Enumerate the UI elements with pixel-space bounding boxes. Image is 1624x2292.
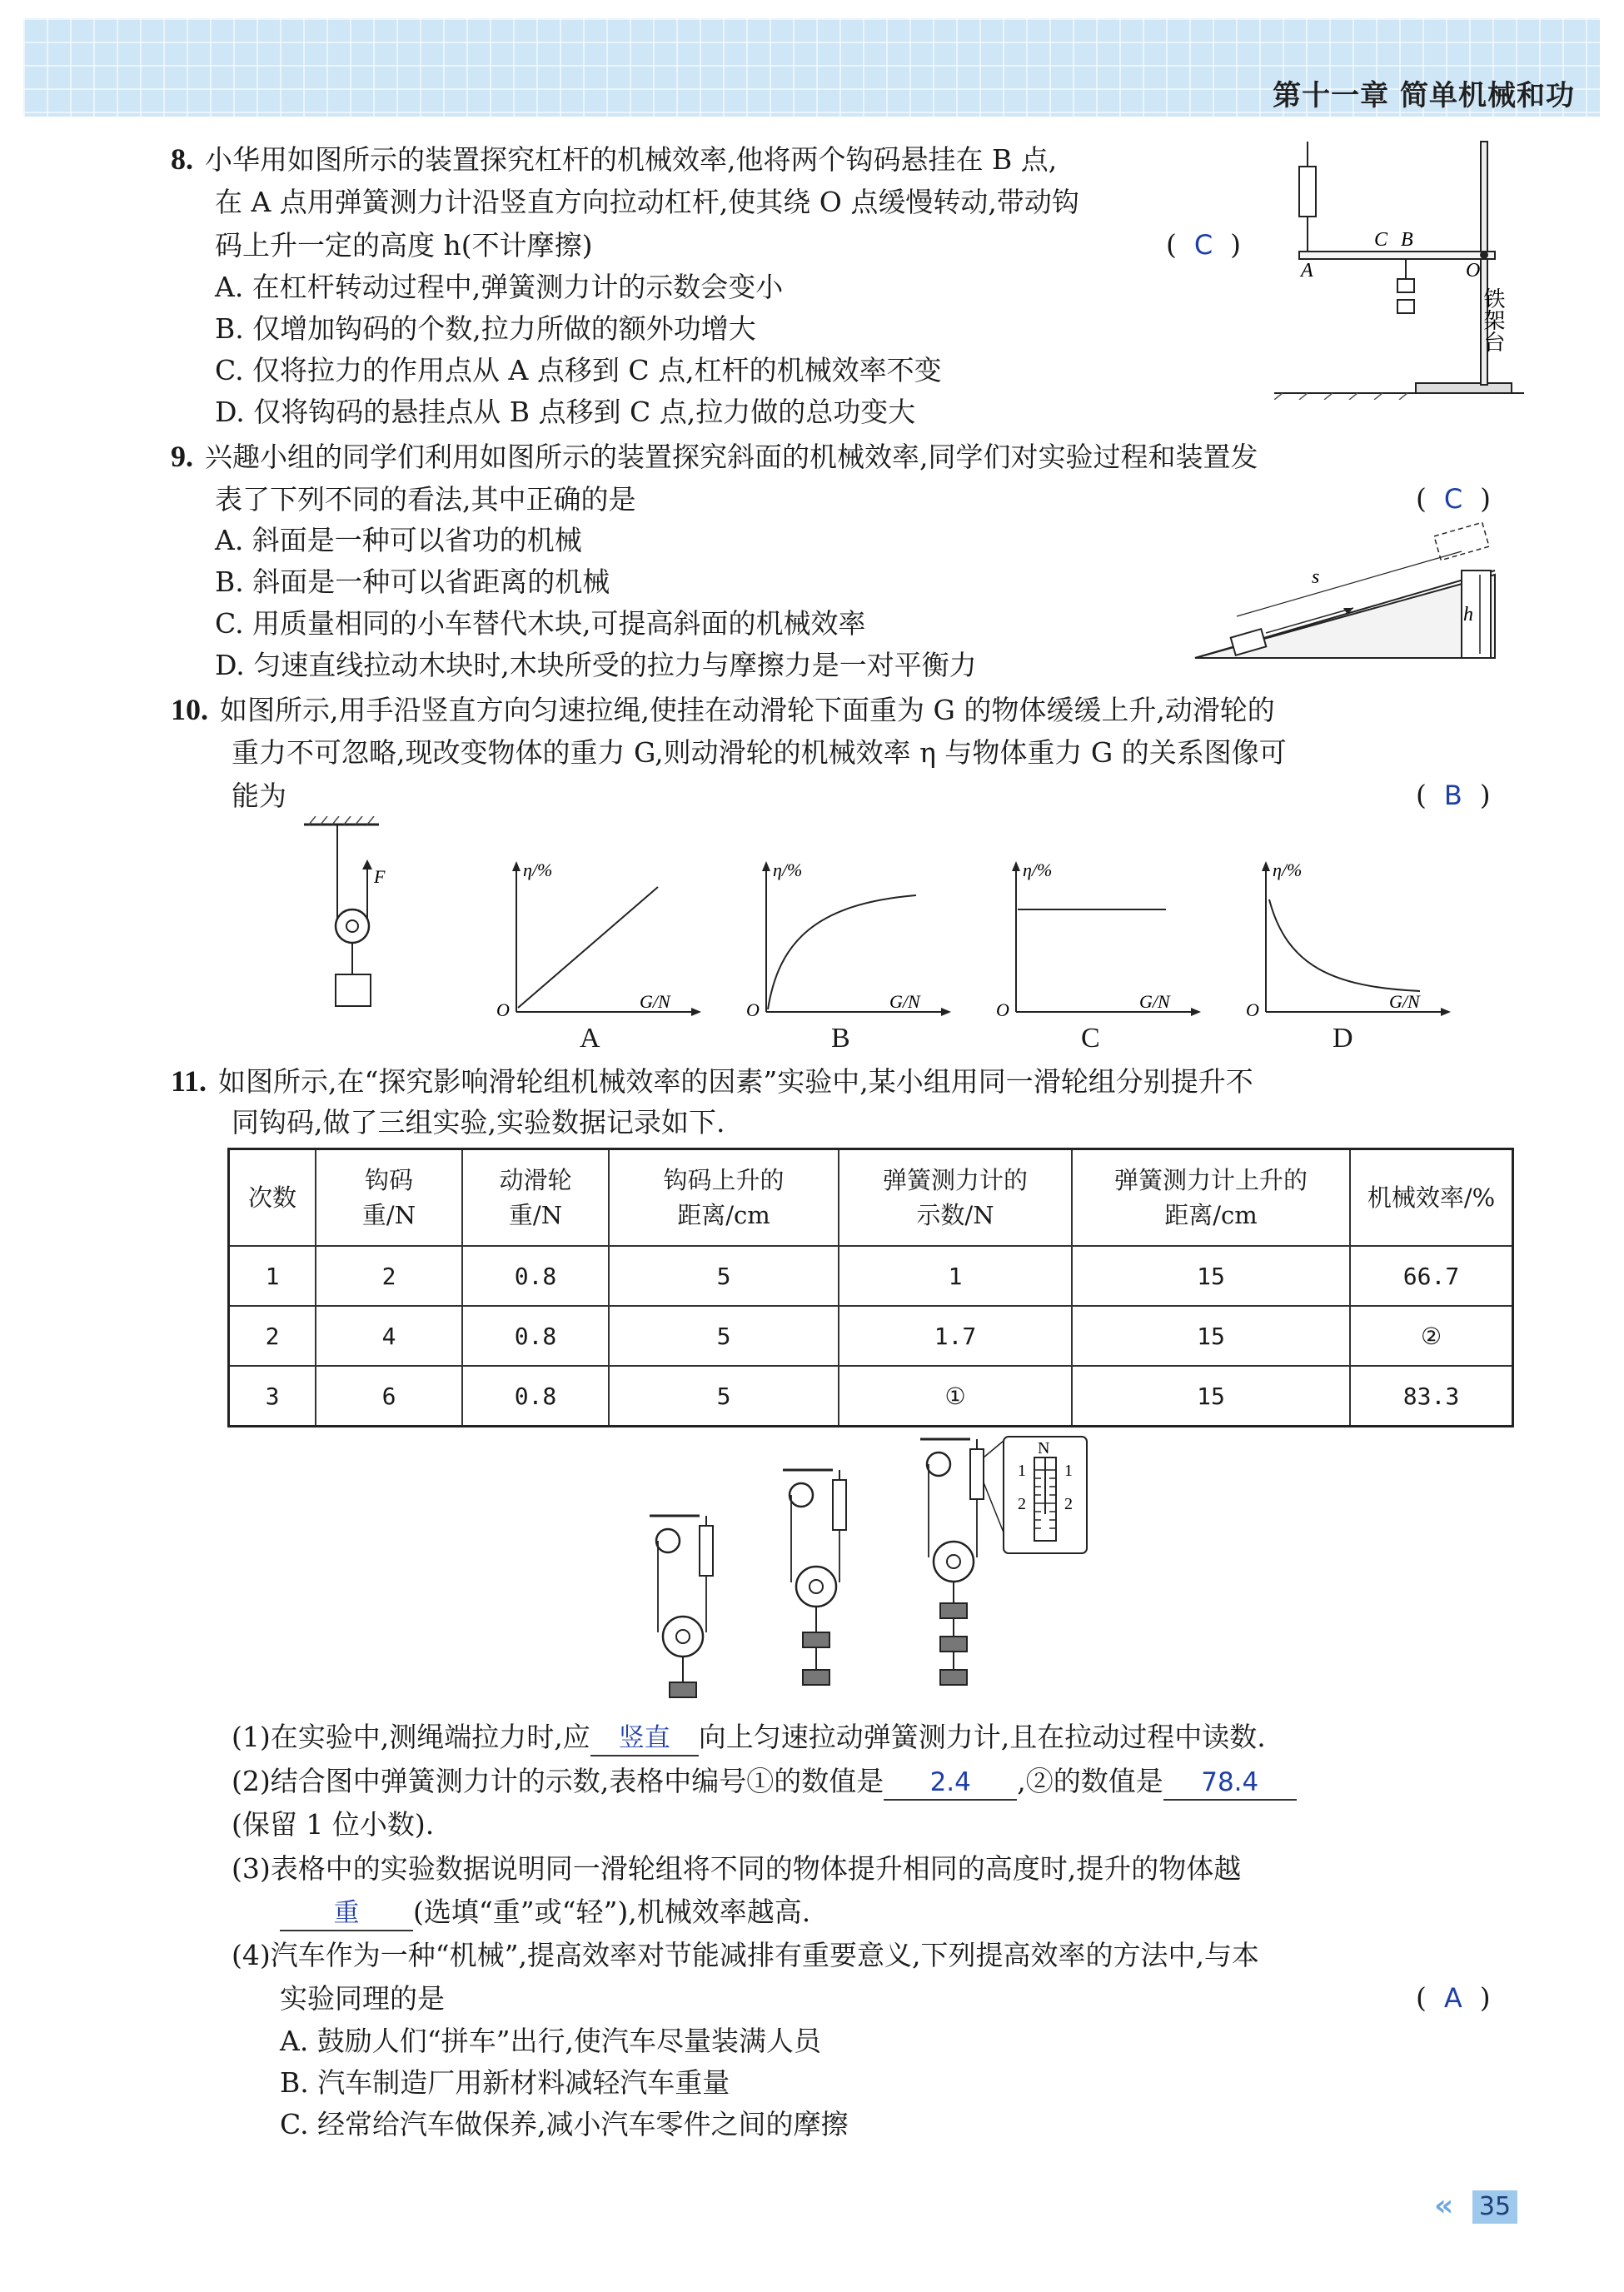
q9-option-b: B. 斜面是一种可以省距离的机械 <box>215 566 610 598</box>
table-cell: 83.3 <box>1350 1366 1513 1427</box>
page-arrows-icon: « <box>1434 2189 1454 2223</box>
q10-graph-c-ylabel: η/% <box>1023 860 1053 880</box>
q11-line1 <box>171 1059 1253 1104</box>
q8-answer-paren: ( C ) <box>1166 228 1242 261</box>
table-cell: 5 <box>609 1366 839 1427</box>
table-cell: 2 <box>229 1306 316 1366</box>
q8-number: 8. <box>171 142 193 176</box>
q10-graph-a <box>491 858 708 1020</box>
q11-sub4-option-a: A. 鼓励人们“拼车”出行,使汽车尽量装满人员 <box>280 2025 822 2057</box>
q10-graph-c <box>991 858 1208 1020</box>
q9-line1 <box>171 435 1258 479</box>
q11-line2: 同钩码,做了三组实验,实验数据记录如下. <box>232 1106 725 1139</box>
q10-graph-b-label: B <box>831 1023 850 1054</box>
table-cell: 4 <box>316 1306 462 1366</box>
q9-answer: C <box>1443 483 1463 515</box>
table-header-row <box>229 1149 1513 1247</box>
q11-pulley-figures <box>633 1432 1133 1716</box>
q11-data-table <box>227 1148 1514 1428</box>
q11-sub4-answer-paren: ( A ) <box>1416 1981 1491 2014</box>
q11-sub3-fill: 重 <box>280 1896 413 1931</box>
q10-graph-a-ylabel: η/% <box>523 860 553 880</box>
q10-answer: B <box>1443 780 1462 811</box>
q9-number: 9. <box>171 440 193 473</box>
q11-sub4-answer: A <box>1443 1982 1462 2014</box>
table-cell: 3 <box>229 1366 316 1427</box>
q11-sub2-fill2: 78.4 <box>1163 1766 1297 1801</box>
q10-line1 <box>171 688 1275 732</box>
table-cell: 0.8 <box>462 1306 609 1366</box>
q9-text1: 兴趣小组的同学们利用如图所示的装置探究斜面的机械效率,同学们对实验过程和装置发 <box>205 441 1258 473</box>
q8-option-b: B. 仅增加钩码的个数,拉力所做的额外功增大 <box>215 312 756 345</box>
table-header-cell: 钩码上升的 距离/cm <box>609 1149 839 1247</box>
q9-option-d: D. 匀速直线拉动木块时,木块所受的拉力与摩擦力是一对平衡力 <box>215 649 977 681</box>
q8-line2: 在 A 点用弹簧测力计沿竖直方向拉动杠杆,使其绕 O 点缓慢转动,带动钩 <box>215 186 1079 218</box>
table-cell: 1 <box>839 1246 1072 1306</box>
q9-label-s: s <box>1312 566 1320 588</box>
table-cell: 15 <box>1072 1246 1350 1306</box>
scale-left-2: 2 <box>1018 1495 1026 1513</box>
q8-label-b: B <box>1401 229 1413 251</box>
scale-left-1: 1 <box>1018 1462 1026 1480</box>
q9-incline-figure <box>1187 516 1503 666</box>
q11-text1: 如图所示,在“探究影响滑轮组机械效率的因素”实验中,某小组用同一滑轮组分别提升不 <box>218 1065 1253 1098</box>
q8-option-c: C. 仅将拉力的作用点从 A 点移到 C 点,杠杆的机械效率不变 <box>215 354 942 386</box>
table-cell: 15 <box>1072 1306 1350 1366</box>
q11-sub1-fill: 竖直 <box>590 1721 699 1756</box>
q10-graph-c-label: C <box>1081 1023 1100 1054</box>
q8-label-o: O <box>1466 260 1481 282</box>
q11-sub4-line1: (4)汽车作为一种“机械”,提高效率对节能减排有重要意义,下列提高效率的方法中,与本 <box>232 1939 1259 1971</box>
q8-label-c: C <box>1374 229 1388 251</box>
q11-sub2: (2)结合图中弹簧测力计的示数,表格中编号①的数值是 2.4 ,②的数值是 78.4 <box>232 1760 1297 1803</box>
scale-right-2: 2 <box>1064 1495 1073 1513</box>
q8-option-a: A. 在杠杆转动过程中,弹簧测力计的示数会变小 <box>215 271 784 303</box>
table-row <box>229 1306 1513 1366</box>
q10-line3: 能为 <box>232 780 286 812</box>
table-header-cell: 次数 <box>229 1149 316 1247</box>
q10-graph-a-origin: O <box>496 999 510 1020</box>
chapter-title: 第十一章 简单机械和功 <box>1273 79 1575 112</box>
q10-number: 10. <box>171 693 208 726</box>
q10-graph-d-origin: O <box>1246 999 1259 1020</box>
table-cell: ② <box>1350 1306 1513 1366</box>
q8-lever-figure <box>1274 133 1541 400</box>
q11-sub4-option-b: B. 汽车制造厂用新材料减轻汽车重量 <box>280 2066 730 2099</box>
table-cell: 1.7 <box>839 1306 1072 1366</box>
q8-answer: C <box>1193 229 1213 261</box>
q11-sub2-line2: (保留 1 位小数). <box>232 1808 435 1841</box>
q10-graph-b-origin: O <box>746 999 760 1020</box>
q10-graph-a-label: A <box>580 1023 600 1054</box>
table-cell: 6 <box>316 1366 462 1427</box>
q10-graph-d <box>1241 858 1457 1020</box>
table-cell: 0.8 <box>462 1246 609 1306</box>
table-cell: 15 <box>1072 1366 1350 1427</box>
q8-option-d: D. 仅将钩码的悬挂点从 B 点移到 C 点,拉力做的总功变大 <box>215 396 916 428</box>
header-band <box>23 18 1600 117</box>
q8-line1 <box>171 137 1057 182</box>
table-cell: ① <box>839 1366 1072 1427</box>
q8-label-a: A <box>1301 260 1313 282</box>
q10-line2: 重力不可忽略,现改变物体的重力 G,则动滑轮的机械效率 η 与物体重力 G 的关系图像可 <box>232 736 1287 769</box>
q10-graph-d-label: D <box>1333 1023 1353 1054</box>
q9-option-a: A. 斜面是一种可以省功的机械 <box>215 524 582 556</box>
table-cell: 0.8 <box>462 1366 609 1427</box>
spring-scale-callout <box>984 1437 1087 1553</box>
table-cell: 1 <box>229 1246 316 1306</box>
q9-line2: 表了下列不同的看法,其中正确的是 <box>215 483 636 516</box>
q9-option-c: C. 用质量相同的小车替代木块,可提高斜面的机械效率 <box>215 607 866 640</box>
table-cell: 2 <box>316 1246 462 1306</box>
q11-sub4-option-c: C. 经常给汽车做保养,减小汽车零件之间的摩擦 <box>280 2108 849 2140</box>
q10-graph-c-xlabel: G/N <box>1139 991 1170 1012</box>
pulley-setup-3 <box>920 1439 984 1685</box>
q8-label-stand: 铁架台 <box>1480 287 1505 352</box>
table-cell: 5 <box>609 1246 839 1306</box>
pulley-setup-1 <box>650 1516 713 1697</box>
table-header-cell: 机械效率/% <box>1350 1149 1513 1247</box>
table-header-cell: 弹簧测力计上升的 距离/cm <box>1072 1149 1350 1247</box>
table-cell: 5 <box>609 1306 839 1366</box>
table-cell: 66.7 <box>1350 1246 1513 1306</box>
q10-graph-a-xlabel: G/N <box>640 991 670 1012</box>
q10-graph-b-ylabel: η/% <box>773 860 803 880</box>
q9-answer-paren: ( C ) <box>1416 482 1492 515</box>
q10-graph-d-ylabel: η/% <box>1273 860 1303 880</box>
page-number: 35 <box>1472 2190 1517 2224</box>
q8-line3: 码上升一定的高度 h(不计摩擦) <box>215 229 593 262</box>
table-header-cell: 弹簧测力计的 示数/N <box>839 1149 1072 1247</box>
scale-unit: N <box>1038 1439 1050 1457</box>
q10-pulley-figure <box>304 816 404 1016</box>
q11-sub1: (1)在实验中,测绳端拉力时,应 竖直 向上匀速拉动弹簧测力计,且在拉动过程中读数. <box>232 1716 1266 1759</box>
q10-graph-b-xlabel: G/N <box>889 991 920 1012</box>
q10-text1: 如图所示,用手沿竖直方向匀速拉绳,使挂在动滑轮下面重为 G 的物体缓缓上升,动滑轮的 <box>220 694 1275 726</box>
q11-sub4-line2: 实验同理的是 <box>280 1982 445 2015</box>
q10-label-f: F <box>374 866 386 887</box>
q10-answer-paren: ( B ) <box>1416 779 1491 811</box>
q11-number: 11. <box>171 1064 207 1098</box>
q10-graph-b <box>741 858 958 1020</box>
table-row <box>229 1366 1513 1427</box>
q11-sub3-line2: 重 (选填“重”或“轻”),机械效率越高. <box>280 1891 810 1934</box>
q11-sub3-line1: (3)表格中的实验数据说明同一滑轮组将不同的物体提升相同的高度时,提升的物体越 <box>232 1852 1242 1885</box>
table-header-cell: 钩码 重/N <box>316 1149 462 1247</box>
table-header-cell: 动滑轮 重/N <box>462 1149 609 1247</box>
q11-sub2-fill1: 2.4 <box>884 1766 1017 1801</box>
q10-graph-c-origin: O <box>996 999 1009 1020</box>
table-row <box>229 1246 1513 1306</box>
pulley-setup-2 <box>783 1470 846 1685</box>
q8-text1: 小华用如图所示的装置探究杠杆的机械效率,他将两个钩码悬挂在 B 点, <box>205 143 1058 176</box>
scale-right-1: 1 <box>1064 1462 1073 1480</box>
q9-label-h: h <box>1463 604 1473 625</box>
q10-graph-d-xlabel: G/N <box>1389 991 1420 1012</box>
